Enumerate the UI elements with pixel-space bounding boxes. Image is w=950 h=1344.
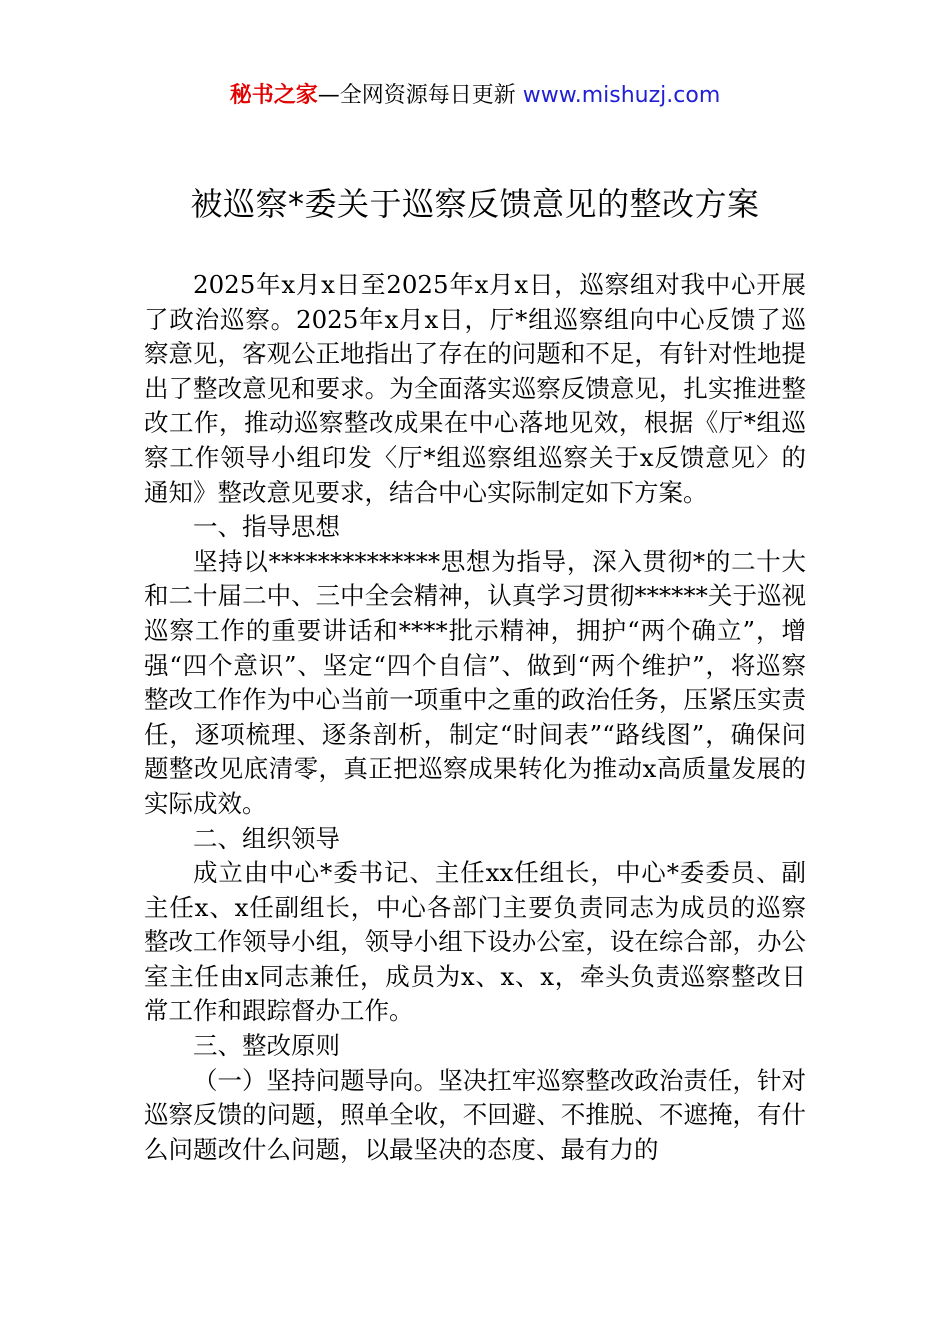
section-heading-organization: 二、组织领导: [193, 823, 340, 853]
site-brand: 秘书之家: [229, 83, 318, 108]
document-body: [144, 268, 806, 1167]
site-header: [0, 80, 950, 112]
guiding-thought-paragraph: 坚持以**************思想为指导，深入贯彻*的二十大和二十届二中、三中全会精神，认真学习贯彻******关于巡视巡察工作的重要讲话和****批示精神，拥护“两个确立”，增强“四个意识”、坚定“四个自信”、做到“两个维护”，将巡察整改工作作为中心当前一项重中之重的政治任务，压紧压实责任，逐项梳理、逐条剖析，制定“时间表”“路线图”，确保问题整改见底清零，真正把巡察成果转化为推动x高质量发展的实际成效。: [144, 546, 806, 818]
document-title: 被巡察*委关于巡察反馈意见的整改方案: [190, 185, 760, 223]
principle-one-paragraph: （一）坚持问题导向。坚决扛牢巡察整改政治责任，针对巡察反馈的问题，照单全收，不回避、不推脱、不遮掩，有什么问题改什么问题，以最坚决的态度、最有力的: [144, 1065, 806, 1164]
site-tagline: —全网资源每日更新: [317, 83, 523, 108]
intro-paragraph: 2025年x月x日至2025年x月x日，巡察组对我中心开展了政治巡察。2025年x月x日，厅*组巡察组向中心反馈了巡察意见，客观公正地指出了存在的问题和不足，有针对性地提出了整改意见和要求。为全面落实巡察反馈意见，扎实推进整改工作，推动巡察整改成果在中心落地见效，根据《厅*组巡察工作领导小组印发〈厅*组巡察组巡察关于x反馈意见〉的通知》整改意见要求，结合中心实际制定如下方案。: [144, 270, 806, 507]
organization-paragraph: 成立由中心*委书记、主任xx任组长，中心*委委员、副主任x、x任副组长，中心各部门主要负责同志为成员的巡察整改工作领导小组，领导小组下设办公室，设在综合部，办公室主任由x同志兼任，成员为x、x、x，牵头负责巡察整改日常工作和跟踪督办工作。: [144, 858, 806, 1026]
section-heading-principles: 三、整改原则: [193, 1031, 340, 1061]
site-url-link[interactable]: www.mishuzj.com: [522, 83, 721, 108]
section-heading-guiding-thought: 一、指导思想: [193, 512, 340, 542]
